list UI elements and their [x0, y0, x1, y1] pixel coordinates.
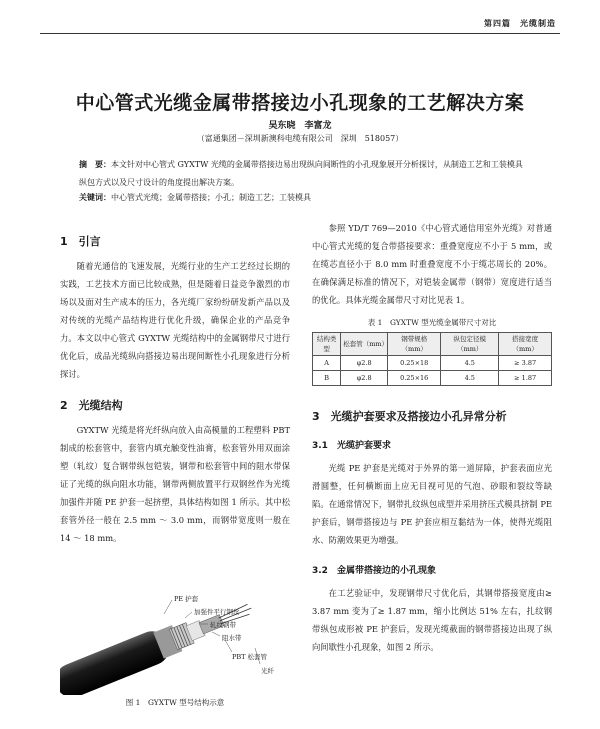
cable-illustration	[60, 560, 290, 695]
table-header-cell: 纵包定径模（mm）	[441, 333, 499, 356]
table-1	[312, 332, 552, 386]
table-row	[313, 371, 552, 386]
label-fiber: 光纤	[261, 667, 274, 675]
abstract	[79, 155, 525, 192]
table-cell: B	[313, 371, 341, 386]
left-column	[60, 233, 290, 547]
header-rule	[40, 33, 560, 34]
figure-1-caption: 图 1 GYXTW 型号结构示意	[125, 698, 225, 707]
running-header: 第四篇 光缆制造	[484, 19, 556, 28]
section-3-1-paragraph: 光缆 PE 护套是光缆对于外界的第一道屏障，护套表面应光滑圆整，任何横断面上应无目视可见的气泡、砂眼和裂纹等缺陷。在通常情况下，钢带扎纹纵包成型并采用挤压式模具挤制 PE 护套后，钢带搭接边与 PE 护套应相互黏结为一体，使得光缆阻水、防潮效果更为增强。	[312, 463, 552, 545]
table-cell: ≥ 1.87	[499, 371, 552, 386]
table-cell: 0.25×18	[388, 356, 441, 371]
section-2-heading: 2 光缆结构	[60, 399, 123, 412]
section-2-paragraph: GYXTW 光缆是将光纤纵向放入由高模量的工程塑料 PBT 制成的松套管中，套管内填充触变性油膏，松套管外用双面涂塑（轧纹）复合钢带纵包铠装，钢带和松套管中间的阻水带保证了光缆的纵向阻水功能，钢带两侧放置平行双钢丝作为光缆加强件并随 PE 护套一起挤塑，具体结构如图 1 所示。其中松套管外径一般在 2.5 mm ～ 3.0 mm，而钢带宽度则一般在 14 ～ 18 mm。	[60, 425, 290, 543]
section-3-heading: 3 光缆护套要求及搭接边小孔异常分析	[312, 410, 507, 423]
section-1-paragraph: 随着光通信的飞速发展，光缆行业的生产工艺经过长期的实践，工艺技术方面已比较成熟，但是随着日益竞争激烈的市场以及面对生产成本的压力，各光缆厂家纷纷研发新产品以及对传统的光缆产品结构进行优化升级，确保企业的产品竞争力。本文以中心管式 GYXTW 光缆结构中的金属钢带尺寸进行优化后，成品光缆纵向搭接边易出现间断性小孔现象进行分析探讨。	[60, 261, 290, 379]
table-cell: 4.5	[441, 356, 499, 371]
table-cell: 4.5	[441, 371, 499, 386]
keywords-text: 中心管式光缆；金属带搭接；小孔；制造工艺；工装模具	[111, 193, 311, 202]
table-header-row	[313, 333, 552, 356]
table-header-cell: 结构类型	[313, 333, 341, 356]
table-header-cell: 松套管（mm）	[341, 333, 388, 356]
table-cell: φ2.8	[341, 371, 388, 386]
paper-authors: 吴东晓 李富龙	[268, 121, 332, 131]
paper-affiliation: （富通集团－深圳新澳科电缆有限公司 深圳 518057）	[196, 134, 404, 143]
figure-1-cable-diagram	[60, 560, 290, 695]
table-cell: ≥ 3.87	[499, 356, 552, 371]
table-header-cell: 钢带规格（mm）	[388, 333, 441, 356]
table-cell: φ2.8	[341, 356, 388, 371]
right-column	[312, 219, 552, 656]
abstract-label: 摘 要：	[79, 159, 111, 169]
section-1-heading: 1 引言	[60, 235, 101, 248]
table-header-cell: 搭接宽度（mm）	[499, 333, 552, 356]
label-water-blocking-tape: 阻水带	[222, 634, 242, 642]
keywords-label: 关键词：	[79, 192, 111, 202]
table-1-caption: 表 1 GYXTW 型光缆金属带尺寸对比	[367, 318, 497, 327]
label-armor-tape: 轧纹钢带	[210, 621, 236, 629]
standard-paragraph: 参照 YD/T 769—2010《中心管式通信用室外光缆》对普通中心管式光缆的复合带搭接要求：重叠宽度应不小于 5 mm，或在缆芯直径小于 8.0 mm 时重叠宽度不小于缆芯周长的 20%。在确保满足标准的情况下，对铠装金属带（钢带）宽度进行适当的优化。具体光缆金属带尺寸对比见表 1。	[312, 223, 552, 305]
keywords	[79, 188, 525, 207]
label-parallel-wire: 加强件平行钢丝	[194, 608, 240, 616]
abstract-text: 本文针对中心管式 GYXTW 光缆的金属带搭接边易出现纵向间断性的小孔现象展开分析探讨，从制造工艺和工装模具纵包方式以及尺寸设计的角度提出解决方案。	[79, 160, 523, 187]
table-row	[313, 356, 552, 371]
section-3-2-heading: 3.2 金属带搭接边的小孔现象	[312, 566, 436, 576]
table-cell: 0.25×16	[388, 371, 441, 386]
paper-title: 中心管式光缆金属带搭接边小孔现象的工艺解决方案	[75, 92, 525, 114]
label-pbt-tube: PBT 松套管	[232, 653, 268, 661]
section-3-1-heading: 3.1 光缆护套要求	[312, 441, 391, 451]
table-cell: A	[313, 356, 341, 371]
section-3-2-paragraph: 在工艺验证中，发现钢带尺寸优化后，其钢带搭接宽度由≥ 3.87 mm 变为了≥ 1.87 mm，缩小比例达 51% 左右，扎纹钢带纵包成形被 PE 护套后，发现光缆截面的钢带搭接边出现了纵向间歇性小孔现象，如图 2 所示。	[312, 588, 552, 652]
label-pe-jacket: PE 护套	[174, 595, 199, 603]
